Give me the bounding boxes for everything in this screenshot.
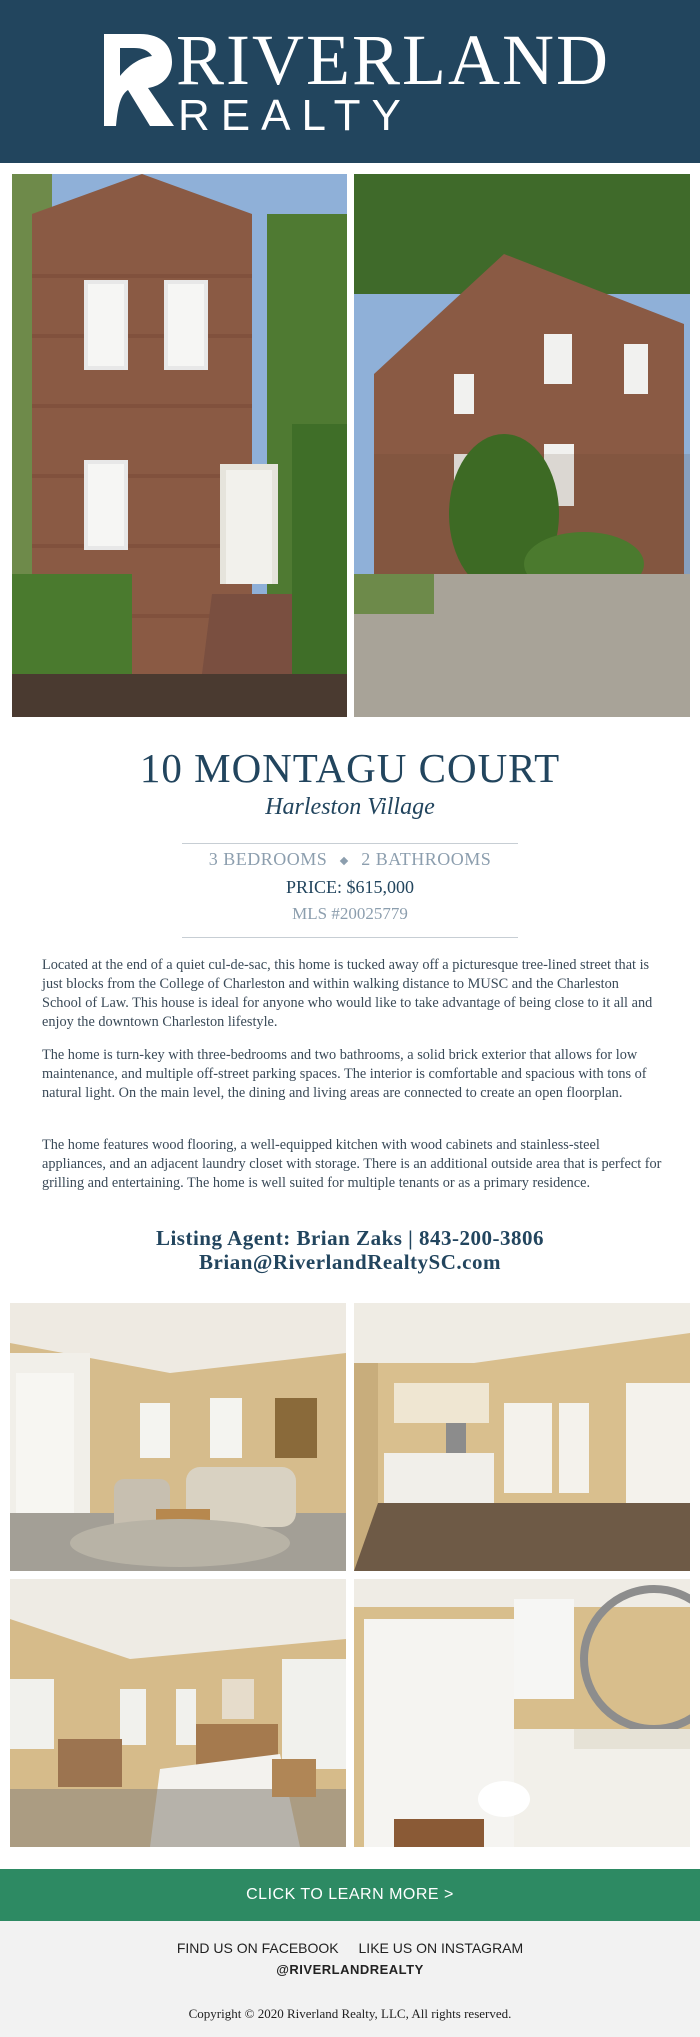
riverland-logo-icon [100,30,176,128]
kitchen-photo[interactable] [354,1303,690,1571]
bathroom-photo[interactable] [354,1579,690,1847]
listing-neighborhood: Harleston Village [265,794,435,820]
bedroom-photo[interactable] [10,1579,346,1847]
bedrooms-count: 3 BEDROOMS [208,849,328,869]
copyright-notice: Copyright © 2020 Riverland Realty, LLC, All rights reserved. [188,2006,512,2021]
exterior-front-photo[interactable] [12,174,347,717]
divider-top [182,843,518,844]
brand-header [0,0,700,163]
listing-price: PRICE: $615,000 [285,877,414,897]
divider-bottom [182,937,518,938]
brand-name-line1: RIVERLAND [176,20,610,100]
listing-mls: MLS #20025779 [292,904,408,923]
listing-specs [0,849,700,870]
learn-more-button[interactable]: CLICK TO LEARN MORE > [0,1869,700,1921]
instagram-handle[interactable]: @RIVERLANDREALTY [276,1962,424,1977]
brand-name-line2: REALTY [178,91,412,140]
instagram-link[interactable]: LIKE US ON INSTAGRAM [358,1940,524,1956]
description-paragraph: The home features wood flooring, a well-equipped kitchen with wood cabinets and stainless-steel appliances, and an adjacent laundry closet with storage. There is an additional outside area that is perfect for grilling and entertaining. The home is well suited for multiple tenants or as a primary residence. [42,1137,662,1191]
living-room-photo[interactable] [10,1303,346,1571]
listing-agent-email[interactable]: Brian@RiverlandRealtySC.com [199,1250,501,1274]
description-paragraph: The home is turn-key with three-bedrooms and two bathrooms, a solid brick exterior that allows for low maintenance, and multiple off-street parking spaces. The interior is comfortable and spacious with tons of natural light. On the main level, the dining and living areas are connected to create an open floorplan. [42,1047,647,1101]
facebook-link[interactable]: FIND US ON FACEBOOK [176,1940,339,1956]
listing-address: 10 MONTAGU COURT [139,745,561,791]
diamond-separator-icon [340,857,348,865]
listing-agent-line: Listing Agent: Brian Zaks | 843-200-3806 [155,1226,545,1250]
exterior-side-photo[interactable] [354,174,690,717]
description-paragraph: Located at the end of a quiet cul-de-sac, this home is tucked away off a picturesque tree-lined street that is just blocks from the College of Charleston and within walking distance to MUSC and the Charleston School of Law. This house is ideal for anyone who would like to take advantage of being close to it all and enjoy the downtown Charleston lifestyle. [42,957,653,1030]
social-links [0,1940,700,1956]
bathrooms-count: 2 BATHROOMS [361,849,492,869]
